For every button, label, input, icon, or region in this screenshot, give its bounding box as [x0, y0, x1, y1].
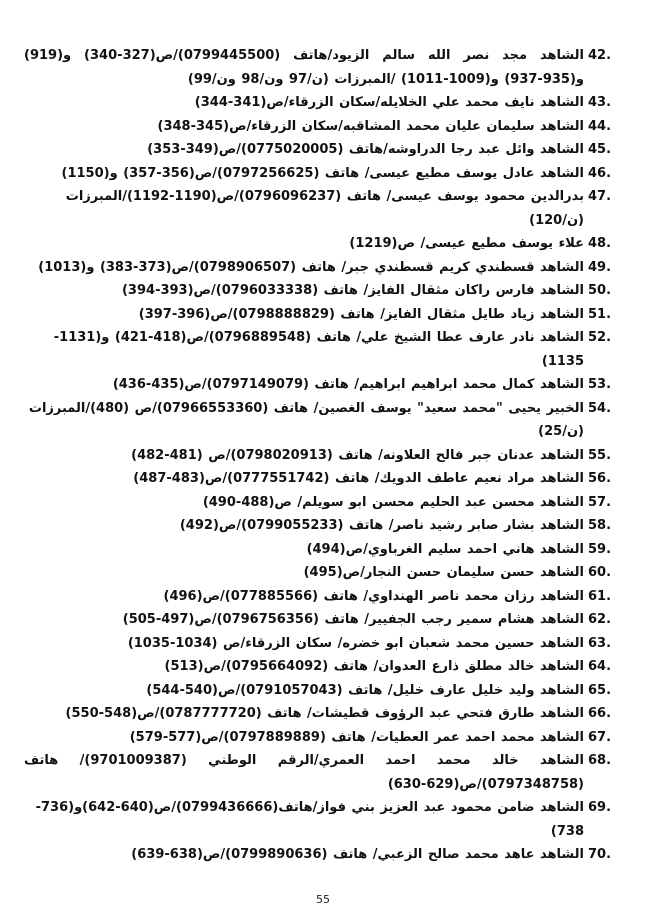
list-item-text: الشاهد عاهد محمد صالح الزعبي/ هاتف (0799890636)/ص(638-639) [131, 847, 584, 862]
list-item-text: الشاهد نايف محمد علي الخلايله/سكان الزرقاء/ص(341-344) [194, 95, 584, 110]
list-item-number: 65. [588, 682, 612, 698]
list-item-text: الشاهد وائل عبد رجا الدراوشه/هاتف (0775020005)/ص(349-353) [147, 142, 584, 157]
list-item [24, 514, 624, 538]
list-item-text: الشاهد مجد نصر الله سالم الزيود/هاتف (0799445500)/ص(327-340) و(919) و(935-937) و(1009-1011) /المبرزات (ن/97 ون/98 ون/99) [24, 48, 584, 87]
list-item [24, 115, 624, 139]
list-item-number: 67. [588, 729, 612, 745]
list-item-text: الشاهد هشام سمير رجب الجفيير/ هاتف (0796756356)/ص(497-505) [122, 612, 584, 627]
list-item-text: الشاهد فارس راكان مثقال الفايز/ هاتف (0796033338)/ص(393-394) [121, 283, 584, 298]
list-item-text: الشاهد بشار صابر رشيد ناصر/ هاتف (0799055233)/ص(492) [179, 518, 584, 533]
list-item [24, 91, 624, 115]
list-item-number: 66. [588, 706, 612, 721]
list-item-number: 47. [588, 189, 612, 204]
list-item-text: علاء يوسف مطيع عيسى/ ص(1219) [349, 236, 584, 251]
list-item [24, 796, 624, 843]
list-item-number: 51. [588, 306, 612, 322]
list-item-number: 52. [588, 330, 612, 345]
list-item-text: الشاهد ضامن محمود عبد العزيز بني فواز/هاتف(0799436666)/ص(640-642)و(736-738) [35, 800, 584, 839]
list-item-number: 50. [588, 283, 612, 298]
list-item [24, 655, 624, 679]
list-item [24, 232, 624, 256]
page-number: 55 [316, 893, 330, 906]
list-item-number: 60. [588, 565, 612, 580]
list-item-number: 55. [588, 447, 612, 463]
list-item-text: الشاهد وليد خليل عارف خليل/ هاتف (0791057043)/ص(540-544) [146, 682, 584, 698]
list-item-text: الشاهد خالد مطلق ذارع العدوان/ هاتف (0795664092)/ص(513) [164, 659, 584, 674]
list-item-text: الشاهد حسين محمد شعبان ابو خضره/ سكان الزرقاء/ص (1034-1035) [127, 635, 584, 651]
list-item [24, 632, 624, 656]
list-item [24, 561, 624, 585]
list-item [24, 256, 624, 280]
list-item-text: الشاهد حسن سليمان حسن النجار/ص(495) [303, 565, 584, 580]
list-item-text: الشاهد قسطندي كريم قسطندي جبر/ هاتف (0798906507)/ص(373-383) و(1013) [38, 259, 584, 275]
list-item-number: 62. [588, 612, 612, 627]
list-item-text: الشاهد طارق فتحي عبد الرؤوف قطيشات/ هاتف (0787777720)/ص(548-550) [65, 706, 584, 721]
list-item [24, 326, 624, 373]
list-item [24, 585, 624, 609]
list-item [24, 185, 624, 232]
list-item [24, 843, 624, 867]
list-item-number: 59. [588, 541, 612, 557]
list-item [24, 749, 624, 796]
list-item [24, 279, 624, 303]
list-item-number: 56. [588, 471, 612, 486]
list-item-number: 48. [588, 236, 612, 251]
list-item-number: 58. [588, 518, 612, 533]
list-item [24, 373, 624, 397]
list-item-text: الشاهد زياد طايل مثقال الفايز/ هاتف (0798888829)/ص(396-397) [138, 306, 584, 322]
list-item-number: 44. [588, 118, 612, 134]
list-item-number: 53. [588, 377, 612, 392]
list-item-number: 68. [588, 753, 612, 768]
list-item [24, 44, 624, 91]
list-item-number: 69. [588, 800, 612, 815]
list-item [24, 303, 624, 327]
list-item [24, 538, 624, 562]
list-item-number: 43. [588, 95, 612, 110]
list-item-number: 63. [588, 635, 612, 651]
list-item-text: الشاهد هاني احمد سليم الغرباوي/ص(494) [306, 541, 584, 557]
list-item-text: الخبير يحيى "محمد سعيد" يوسف الغصين/ هاتف (07966553360)/ص (480)/المبرزات (ن/25) [28, 400, 584, 439]
list-item [24, 491, 624, 515]
list-item [24, 702, 624, 726]
list-item [24, 138, 624, 162]
list-item-number: 61. [588, 588, 612, 604]
list-item [24, 444, 624, 468]
list-item-number: 46. [588, 165, 612, 181]
witness-list [24, 44, 624, 867]
list-item-text: بدرالدين محمود يوسف عيسى/ هاتف (0796096237)/ص(1190-1192)/المبرزات (ن/120) [65, 189, 584, 228]
list-item-text: الشاهد محسن عبد الحليم محسن ابو سويلم/ ص(488-490) [202, 494, 584, 510]
list-item [24, 726, 624, 750]
list-item [24, 467, 624, 491]
list-item [24, 608, 624, 632]
list-item-number: 57. [588, 494, 612, 510]
list-item-text: الشاهد خالد محمد احمد العمري/الرقم الوطني (9701009387)/ هاتف (0797348758)/ص(629-630) [24, 753, 584, 792]
list-item-text: الشاهد كمال محمد ابراهيم ابراهيم/ هاتف (0797149079)/ص(435-436) [112, 377, 584, 392]
list-item-text: الشاهد مراد نعيم عاطف الدويك/ هاتف (0777551742)/ص(483-487) [133, 471, 584, 486]
list-item-number: 70. [588, 847, 612, 862]
list-item-number: 45. [588, 142, 612, 157]
list-item [24, 679, 624, 703]
list-item-text: الشاهد عدنان جبر فالح العلاونه/ هاتف (0798020913)/ص (481-482) [131, 447, 584, 463]
list-item-number: 54. [588, 400, 612, 416]
list-item [24, 397, 624, 444]
list-item [24, 162, 624, 186]
list-item-text: الشاهد محمد احمد عمر العطيات/ هاتف (0797889889)/ص(577-579) [129, 729, 584, 745]
list-item-text: الشاهد سليمان عليان محمد المشاقبه/سكان الزرقاء/ص(345-348) [157, 118, 584, 134]
list-item-number: 42. [588, 48, 612, 63]
list-item-number: 49. [588, 259, 612, 275]
list-item-text: الشاهد عادل يوسف مطيع عيسى/ هاتف (0797256625)/ص(356-357) و(1150) [61, 165, 584, 181]
list-item-number: 64. [588, 659, 612, 674]
list-item-text: الشاهد نادر عارف عطا الشيخ علي/ هاتف (0796889548)/ص(418-421) و(1131-1135) [53, 330, 584, 369]
list-item-text: الشاهد رزان محمد ناصر الهنداوي/ هاتف (077885566)/ص(496) [163, 588, 584, 604]
